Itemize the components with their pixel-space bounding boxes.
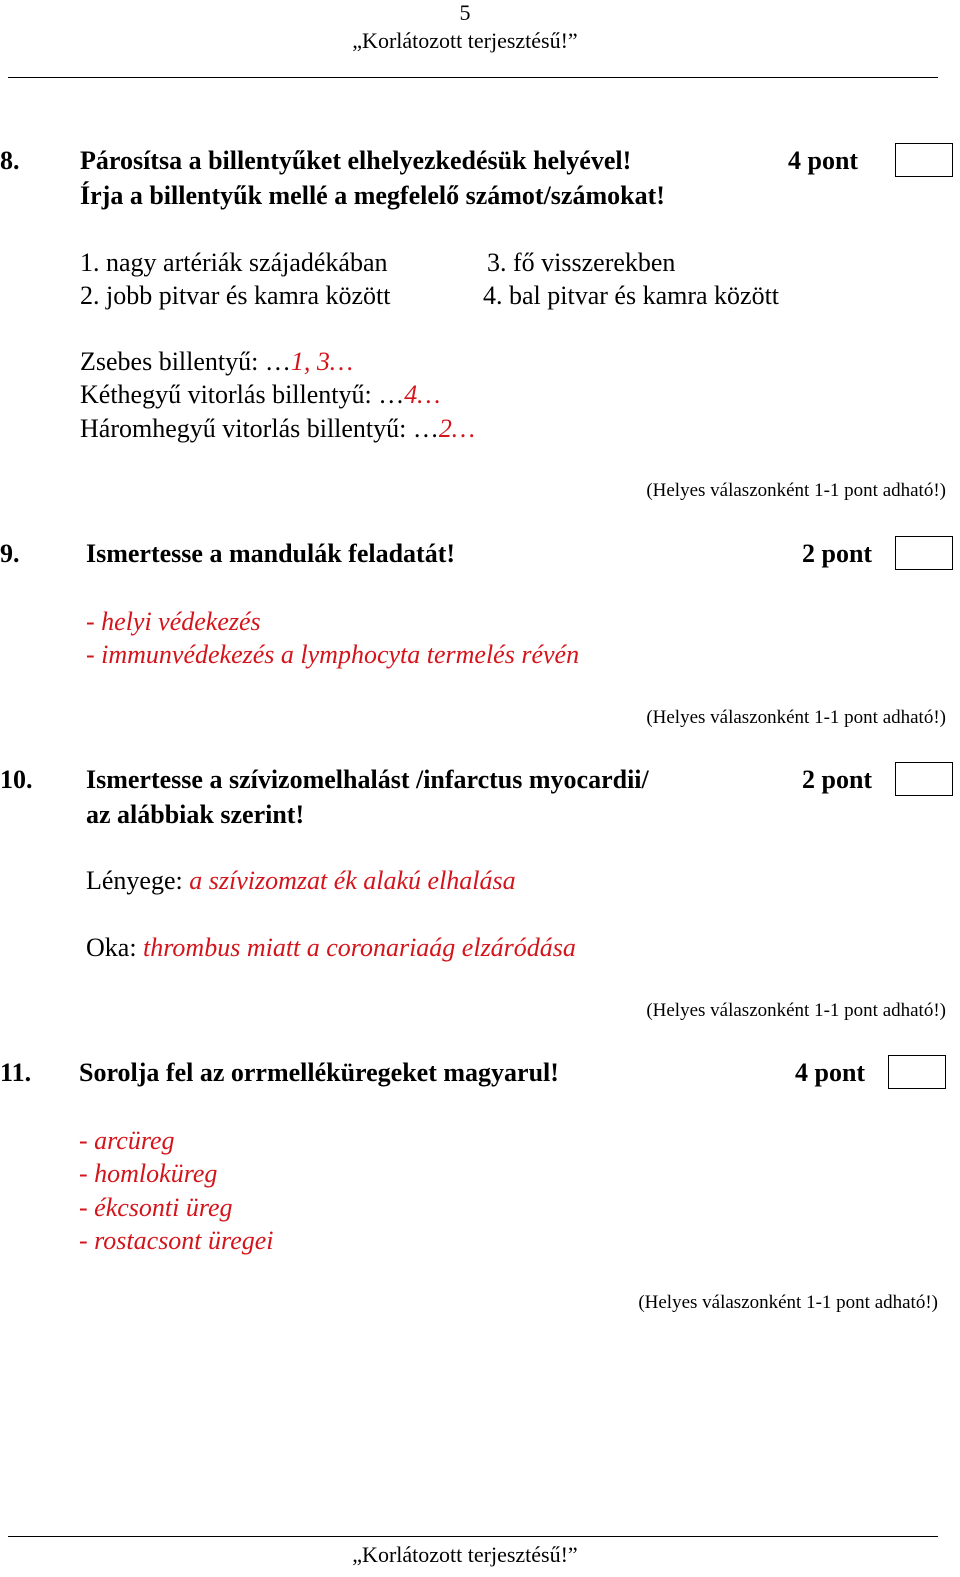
q10-title-line1: Ismertesse a szívizomelhalást /infarctus myocardii/	[86, 765, 649, 794]
q9-number: 9.	[0, 539, 20, 568]
q10-number: 10.	[0, 765, 33, 794]
q10-item-label: Oka:	[86, 933, 144, 962]
q10-item-lenyege	[86, 866, 516, 896]
q11-points: 4 pont	[795, 1058, 866, 1087]
q9-answer-2: - immunvédekezés a lymphocyta termelés révén	[86, 640, 580, 669]
q11-scoring-note: (Helyes válaszonként 1-1 pont adható!)	[638, 1292, 938, 1313]
q8-scoring-note: (Helyes válaszonként 1-1 pont adható!)	[646, 480, 946, 501]
q8-score-box[interactable]	[895, 143, 953, 177]
q10-title-line2: az alábbiak szerint!	[86, 800, 305, 829]
q10-item-label: Lényege:	[86, 866, 190, 895]
q10-item-oka	[86, 933, 576, 963]
q9-points: 2 pont	[802, 539, 873, 568]
q10-item-answer: a szívizomzat ék alakú elhalása	[189, 866, 516, 895]
q11-answer-2: - homloküreg	[79, 1159, 218, 1188]
q10-item-answer: thrombus miatt a coronariaág elzáródása	[143, 933, 576, 962]
q9-score-box[interactable]	[895, 536, 953, 570]
footer-rule	[8, 1536, 938, 1537]
q8-row-zsebes	[80, 347, 353, 377]
q11-score-box[interactable]	[888, 1055, 946, 1089]
q9-scoring-note: (Helyes válaszonként 1-1 pont adható!)	[646, 707, 946, 728]
q10-score-box[interactable]	[895, 762, 953, 796]
q10-scoring-note: (Helyes válaszonként 1-1 pont adható!)	[646, 1000, 946, 1021]
q9-answer-1: - helyi védekezés	[86, 607, 261, 636]
q11-answer-1: - arcüreg	[79, 1126, 175, 1155]
q10-points: 2 pont	[802, 765, 873, 794]
q8-row-label: Kéthegyű vitorlás billentyű: …	[80, 380, 405, 409]
q8-row-label: Zsebes billentyű: …	[80, 347, 291, 376]
q8-row-label: Háromhegyű vitorlás billentyű: …	[80, 414, 439, 443]
q8-row-haromhegyu	[80, 414, 475, 444]
q8-points: 4 pont	[788, 146, 859, 175]
q8-row-answer: 1, 3…	[290, 347, 353, 376]
q8-row-answer: 2…	[438, 414, 476, 443]
q8-row-kethegyu	[80, 380, 440, 410]
q8-title-line2: Írja a billentyűk mellé a megfelelő számot/számokat!	[80, 181, 665, 210]
q11-title: Sorolja fel az orrmelléküregeket magyarul!	[79, 1058, 559, 1087]
q8-row-answer: 4…	[404, 380, 441, 409]
q11-answer-4: - rostacsont üregei	[79, 1226, 274, 1255]
q8-option-4: 4. bal pitvar és kamra között	[483, 281, 780, 310]
footer-classification: „Korlátozott terjesztésű!”	[352, 1542, 578, 1567]
q8-number: 8.	[0, 146, 20, 175]
q11-answer-3: - ékcsonti üreg	[79, 1193, 233, 1222]
q11-number: 11.	[0, 1058, 32, 1087]
q8-title-line1: Párosítsa a billentyűket elhelyezkedésük helyével!	[80, 146, 632, 175]
q8-option-1: 1. nagy artériák szájadékában	[80, 248, 388, 277]
page-number: 5	[459, 0, 471, 25]
q8-option-3: 3. fő visszerekben	[487, 248, 676, 277]
header-classification: „Korlátozott terjesztésű!”	[352, 28, 578, 53]
q8-option-2: 2. jobb pitvar és kamra között	[80, 281, 391, 310]
q9-title: Ismertesse a mandulák feladatát!	[86, 539, 456, 568]
header-rule	[8, 77, 938, 78]
